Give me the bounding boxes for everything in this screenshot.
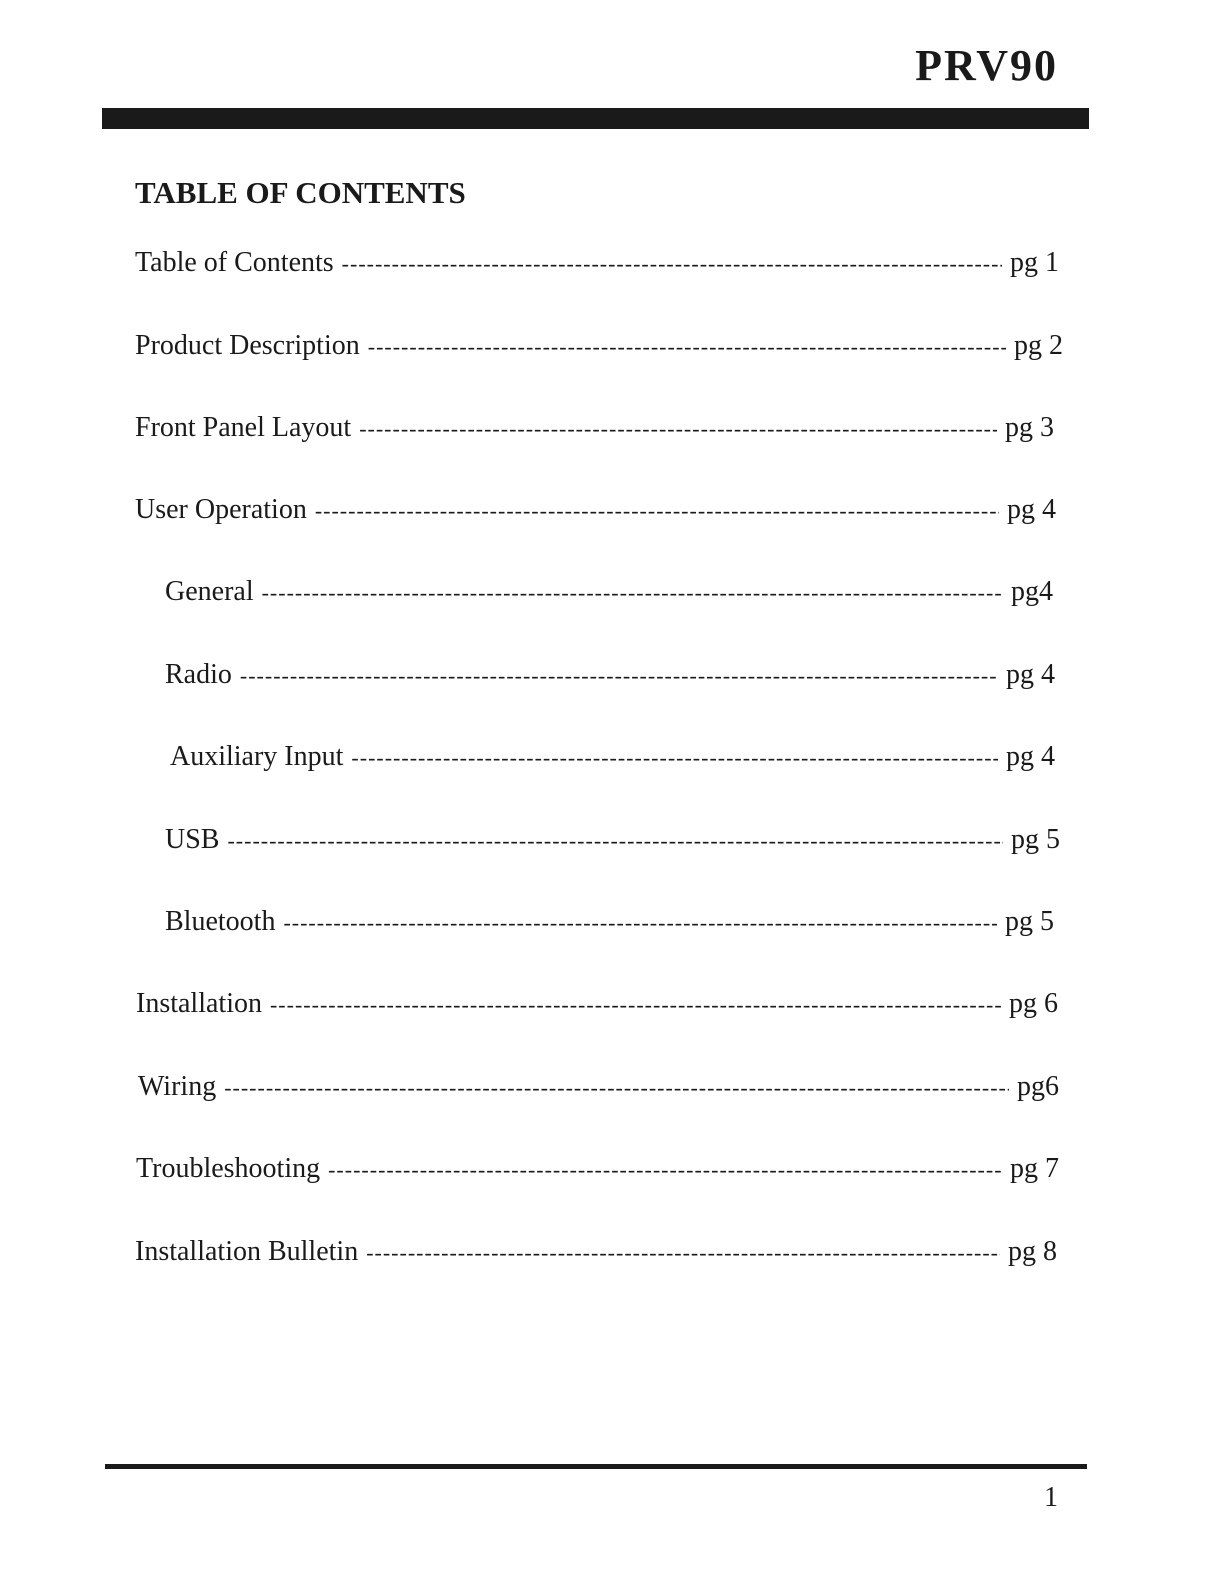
toc-entry-label: User Operation xyxy=(135,494,307,525)
toc-entry-product-description xyxy=(135,332,1063,360)
dot-leader xyxy=(240,665,998,687)
toc-entry-page: pg 4 xyxy=(1006,659,1055,690)
toc-entry-page: pg6 xyxy=(1017,1071,1059,1102)
toc-entry-label: Product Description xyxy=(135,330,360,361)
toc-heading: TABLE OF CONTENTS xyxy=(135,175,466,210)
toc-entry-general xyxy=(165,578,1053,606)
toc-entry-page: pg 5 xyxy=(1011,824,1060,855)
toc-entry-installation xyxy=(136,990,1058,1018)
toc-entry-bluetooth xyxy=(165,908,1054,936)
toc-entry-usb xyxy=(165,826,1060,854)
toc-entry-label: Table of Contents xyxy=(135,247,334,278)
dot-leader xyxy=(224,1077,1009,1099)
toc-entry-page: pg 4 xyxy=(1006,741,1055,772)
toc-entry-label: General xyxy=(165,576,254,607)
dot-leader xyxy=(262,582,1003,604)
dot-leader xyxy=(227,830,1003,852)
dot-leader xyxy=(359,418,997,440)
toc-entry-label: Radio xyxy=(165,659,232,690)
toc-entry-label: USB xyxy=(165,824,220,855)
dot-leader xyxy=(368,336,1006,358)
toc-entry-auxiliary-input xyxy=(170,743,1055,771)
toc-entry-user-operation xyxy=(135,496,1056,524)
toc-entry-page: pg 4 xyxy=(1007,494,1056,525)
toc-entry-troubleshooting xyxy=(136,1155,1059,1183)
toc-entry-installation-bulletin xyxy=(135,1238,1057,1266)
toc-entry-label: Installation xyxy=(136,988,262,1019)
header-rule xyxy=(102,108,1089,129)
footer-rule xyxy=(105,1464,1087,1469)
toc-entry-label: Installation Bulletin xyxy=(135,1236,359,1267)
toc-entry-label: Troubleshooting xyxy=(136,1153,321,1184)
toc-entry-page: pg 2 xyxy=(1014,330,1063,361)
toc-entry-front-panel-layout xyxy=(135,414,1054,442)
model-title: PRV90 xyxy=(915,41,1058,90)
toc-entry-label: Wiring xyxy=(138,1071,217,1102)
toc-entry-page: pg 6 xyxy=(1009,988,1058,1019)
dot-leader xyxy=(283,912,997,934)
toc-entry-label: Auxiliary Input xyxy=(170,741,344,772)
toc-entry-label: Bluetooth xyxy=(165,906,276,937)
toc-entry-table-of-contents xyxy=(135,249,1059,277)
dot-leader xyxy=(342,253,1002,275)
toc-entry-wiring xyxy=(138,1073,1059,1101)
dot-leader xyxy=(315,500,999,522)
toc-entry-page: pg 1 xyxy=(1010,247,1059,278)
toc-entry-page: pg 7 xyxy=(1010,1153,1059,1184)
toc-entry-page: pg 3 xyxy=(1005,412,1054,443)
toc-entry-radio xyxy=(165,661,1055,689)
dot-leader xyxy=(351,747,998,769)
dot-leader xyxy=(270,994,1001,1016)
toc-entry-page: pg4 xyxy=(1011,576,1053,607)
dot-leader xyxy=(328,1159,1002,1181)
page-number: 1 xyxy=(1044,1482,1058,1513)
dot-leader xyxy=(366,1242,1000,1264)
toc-entry-page: pg 8 xyxy=(1008,1236,1057,1267)
toc-entry-page: pg 5 xyxy=(1005,906,1054,937)
toc-entry-label: Front Panel Layout xyxy=(135,412,352,443)
